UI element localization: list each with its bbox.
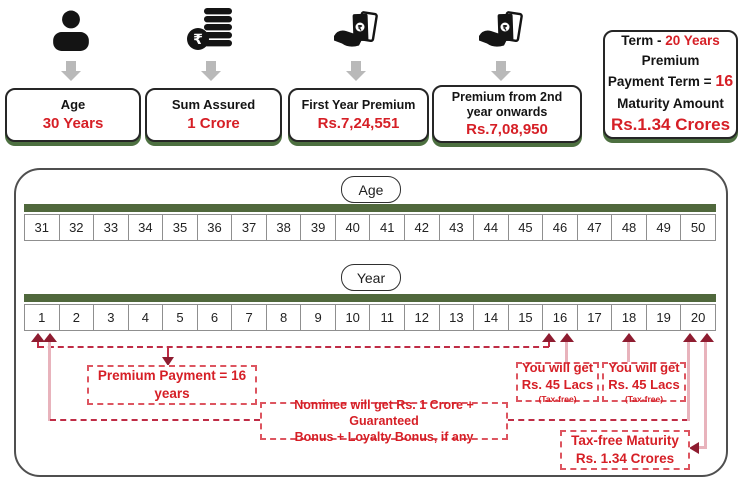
year20-marker-arrow	[683, 333, 697, 342]
term-summary-card	[603, 30, 738, 139]
timeline-cell: 5	[163, 305, 198, 330]
maturity-amount-value: Rs.1.34 Crores	[610, 115, 731, 135]
timeline-cell: 49	[647, 215, 682, 240]
first-year-premium-card	[288, 88, 429, 142]
timeline-cell: 43	[440, 215, 475, 240]
year20-marker-arrow	[700, 333, 714, 342]
renewal-premium-value: Rs.7,08,950	[466, 120, 548, 138]
timeline-cell: 35	[163, 215, 198, 240]
timeline-cell: 38	[267, 215, 302, 240]
svg-text:₹: ₹	[357, 23, 363, 33]
connector-line	[565, 342, 568, 362]
timeline-cell: 41	[370, 215, 405, 240]
timeline-cell: 11	[370, 305, 405, 330]
age-card	[5, 88, 141, 142]
year-row-label: Year	[341, 264, 401, 291]
connector-line	[704, 342, 707, 449]
age-card-value: 30 Years	[42, 114, 104, 132]
age-row-label: Age	[341, 176, 401, 203]
timeline-cell: 19	[647, 305, 682, 330]
timeline-cell: 18	[612, 305, 647, 330]
timeline-cell: 2	[60, 305, 95, 330]
timeline-cell: 32	[60, 215, 95, 240]
premium-span-line	[38, 346, 549, 348]
payment-term-line: Payment Term = 16	[607, 73, 734, 91]
timeline-cell: 7	[232, 305, 267, 330]
timeline-panel	[14, 168, 728, 477]
timeline-cell: 16	[543, 305, 578, 330]
benefit-year16-note: You will get Rs. 45 Lacs (Tax-free)	[516, 362, 599, 402]
benefit-year18-note: You will get Rs. 45 Lacs (Tax-free)	[602, 362, 686, 402]
timeline-cell: 6	[198, 305, 233, 330]
connector-line	[698, 446, 707, 449]
connector-line	[48, 342, 51, 421]
money-hand-icon	[332, 10, 380, 61]
timeline-cell: 1	[25, 305, 60, 330]
sum-assured-card	[145, 88, 282, 142]
sum-assured-value: 1 Crore	[187, 114, 240, 132]
year1-marker-arrow	[43, 333, 57, 342]
timeline-cell: 20	[690, 310, 706, 325]
timeline-cell: 31	[25, 215, 60, 240]
timeline-cell: 17	[578, 305, 613, 330]
svg-text:₹: ₹	[502, 23, 508, 33]
timeline-cell: 36	[198, 215, 233, 240]
age-row-greenbar	[24, 204, 716, 212]
premium-line: Premium	[641, 52, 700, 68]
nominee-benefit-note: Nominee will get Rs. 1 Crore + Guaranteed Bonus + Loyalty Bonus, if any	[260, 402, 508, 440]
down-connector-arrow	[344, 61, 368, 82]
timeline-cell: 33	[94, 215, 129, 240]
renewal-premium-label: Premium from 2nd year onwards	[451, 90, 563, 119]
maturity-box-pointer-arrow	[689, 442, 699, 454]
year16-marker-arrow	[560, 333, 574, 342]
connector-line	[687, 342, 690, 421]
maturity-amount-line: Maturity Amount	[617, 95, 724, 111]
connector-line	[508, 419, 688, 421]
timeline-cell: 40	[336, 215, 371, 240]
timeline-cell: 14	[474, 305, 509, 330]
timeline-cell: 42	[405, 215, 440, 240]
down-connector-arrow	[199, 61, 223, 82]
timeline-cell: 34	[129, 215, 164, 240]
rupee-coins-icon	[186, 6, 236, 59]
timeline-cell: 44	[474, 215, 509, 240]
first-year-premium-value: Rs.7,24,551	[317, 114, 400, 132]
sum-assured-label: Sum Assured	[171, 97, 256, 113]
timeline-cell: 39	[301, 215, 336, 240]
timeline-cell: 12	[405, 305, 440, 330]
timeline-cell: 9	[301, 305, 336, 330]
first-year-premium-label: First Year Premium	[301, 98, 416, 113]
down-connector-arrow	[59, 61, 83, 82]
connector-line	[548, 342, 550, 347]
money-hand-icon	[477, 10, 525, 61]
svg-text:₹: ₹	[193, 32, 203, 48]
timeline-cell: 48	[612, 215, 647, 240]
timeline-cell: 37	[232, 215, 267, 240]
timeline-cell: 15	[509, 305, 544, 330]
timeline-cell: 8	[267, 305, 302, 330]
term-line: Term - 20 Years	[621, 33, 720, 49]
year18-marker-arrow	[622, 333, 636, 342]
timeline-cell: 4	[129, 305, 164, 330]
down-connector-arrow	[489, 61, 513, 82]
timeline-cell: 50	[690, 220, 706, 235]
timeline-cell: 13	[440, 305, 475, 330]
timeline-cell: 47	[578, 215, 613, 240]
connector-line	[627, 342, 630, 362]
timeline-cell: 46	[543, 215, 578, 240]
year-row	[24, 304, 716, 331]
person-icon	[50, 8, 92, 59]
age-row	[24, 214, 716, 241]
age-card-label: Age	[60, 97, 86, 113]
timeline-cell: 45	[509, 215, 544, 240]
premium-payment-note: Premium Payment = 16 years	[87, 365, 257, 405]
timeline-cell: 10	[336, 305, 371, 330]
connector-line	[50, 419, 260, 421]
year-row-greenbar	[24, 294, 716, 302]
maturity-note: Tax-free Maturity Rs. 1.34 Crores	[560, 430, 690, 470]
timeline-cell: 3	[94, 305, 129, 330]
year16-marker-arrow	[542, 333, 556, 342]
renewal-premium-card	[432, 85, 582, 143]
